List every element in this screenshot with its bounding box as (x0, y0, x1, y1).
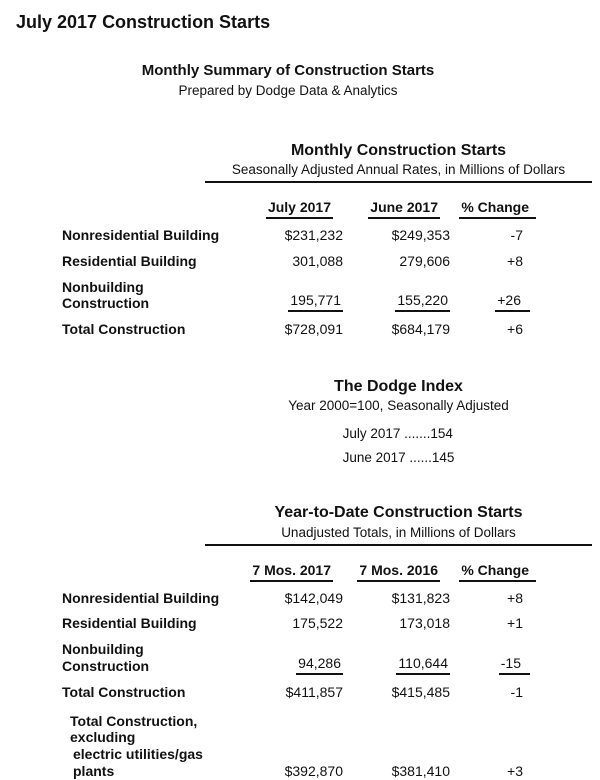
row-label: Total Construction (62, 321, 186, 338)
row-label (0, 713, 233, 780)
value-col2: 173,018 (399, 615, 450, 632)
ytd-column-header-col1: 7 Mos. 2017 (233, 562, 343, 582)
ytd-column-header-change: % Change (450, 562, 538, 582)
value-col2: $415,485 (391, 683, 450, 700)
monthly-column-header-change: % Change (450, 199, 538, 219)
monthly-column-headers (0, 199, 600, 219)
table-row (0, 279, 600, 313)
page-title: July 2017 Construction Starts (16, 12, 271, 32)
ytd-section-header (205, 503, 592, 545)
value-col1: $142,049 (284, 589, 343, 606)
row-label: Total Construction (62, 683, 186, 700)
value-col2: 110,644 (343, 655, 450, 675)
monthly-section (0, 141, 600, 338)
dodge-index-entry-june: June 2017 ......145 (342, 450, 455, 466)
row-label-line2: electric utilities/gas plants (73, 746, 203, 779)
table-row-total-excluding (0, 713, 600, 780)
value-col2: $249,353 (391, 227, 450, 244)
value-col1: 195,771 (233, 292, 343, 312)
row-label: Residential Building (62, 615, 197, 632)
dodge-index-entries (343, 426, 455, 465)
row-label-line1: Total Construction, excluding (70, 712, 198, 746)
table-row (0, 615, 600, 632)
ytd-column-header-col2: 7 Mos. 2016 (343, 562, 450, 582)
dodge-index-section (205, 377, 592, 467)
monthly-section-subtitle: Seasonally Adjusted Annual Rates, in Millions of Dollars (231, 162, 566, 178)
table-row (0, 321, 600, 338)
table-row (0, 227, 600, 244)
monthly-section-header (205, 141, 592, 183)
value-change: +6 (507, 321, 523, 338)
value-change: +1 (507, 615, 523, 632)
ytd-section-title: Year-to-Date Construction Starts (274, 504, 523, 522)
table-row (0, 253, 600, 270)
value-col2: $684,179 (391, 321, 450, 338)
dodge-index-entry-july: July 2017 .......154 (342, 426, 453, 442)
row-label: Nonresidential Building (62, 227, 220, 244)
row-label: Residential Building (62, 252, 197, 269)
row-label: Nonresidential Building (62, 589, 220, 606)
value-change: +8 (507, 252, 523, 269)
value-change: +26 (450, 292, 538, 312)
table-row (0, 684, 600, 701)
table-row (0, 590, 600, 607)
value-col1: $411,857 (285, 683, 343, 700)
row-label: Nonbuilding Construction (62, 641, 150, 674)
monthly-section-title: Monthly Construction Starts (290, 141, 507, 159)
value-change: -1 (510, 683, 523, 700)
dodge-index-subtitle: Year 2000=100, Seasonally Adjusted (288, 398, 509, 414)
value-col1: 301,088 (292, 252, 343, 269)
value-change: +8 (507, 589, 523, 606)
value-col1: $231,232 (284, 227, 343, 244)
value-change: +3 (507, 762, 523, 779)
value-change: -7 (510, 227, 523, 244)
monthly-column-header-col1: July 2017 (233, 199, 343, 219)
value-col1: $392,870 (284, 762, 343, 779)
value-col1: $728,091 (284, 321, 343, 338)
value-col2: 155,220 (343, 292, 450, 312)
row-label: Nonbuilding Construction (62, 278, 150, 312)
monthly-column-header-col2: June 2017 (343, 199, 450, 219)
table-row (0, 641, 600, 675)
value-change: -15 (450, 655, 538, 675)
summary-title: Monthly Summary of Construction Starts (141, 61, 435, 79)
ytd-section-subtitle: Unadjusted Totals, in Millions of Dollars (281, 524, 516, 540)
ytd-column-headers (0, 562, 600, 582)
summary-subtitle: Prepared by Dodge Data & Analytics (178, 82, 398, 98)
value-col2: 279,606 (399, 252, 450, 269)
value-col1: 175,522 (292, 615, 343, 632)
ytd-section (0, 503, 600, 779)
summary-header (0, 62, 576, 99)
value-col1: 94,286 (233, 655, 343, 675)
value-col2: $381,410 (391, 762, 450, 779)
value-col2: $131,823 (391, 589, 450, 606)
dodge-index-title: The Dodge Index (334, 378, 463, 396)
